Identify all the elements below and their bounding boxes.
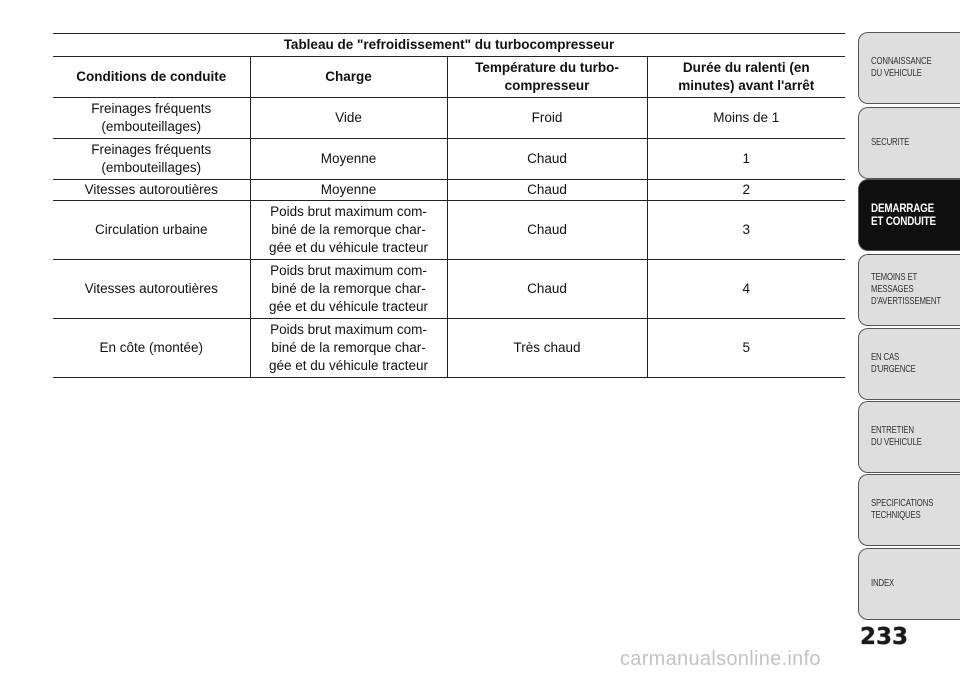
cell-temperature: Chaud: [447, 139, 647, 180]
header-duration: Durée du ralenti (en minutes) avant l'arrêt: [647, 57, 845, 98]
turbo-cooldown-table: [53, 33, 845, 378]
cell-duration: 5: [647, 319, 845, 378]
cell-duration: 1: [647, 139, 845, 180]
cell-charge: Vide: [250, 98, 447, 139]
header-conditions: Conditions de conduite: [53, 57, 250, 98]
cell-condition: Freinages fréquents (embouteillages): [53, 139, 250, 180]
tab-demarrage-conduite[interactable]: [858, 179, 960, 251]
table-row: [53, 139, 845, 180]
watermark: carmanualsonline.info: [620, 648, 821, 670]
tab-label: SPECIFICATIONS TECHNIQUES: [871, 498, 934, 521]
tab-label: CONNAISSANCE DU VEHICULE: [871, 56, 932, 79]
tab-connaissance-vehicule[interactable]: [858, 32, 960, 104]
tab-index[interactable]: [858, 548, 960, 620]
cell-charge: Poids brut maximum com- biné de la remorque char- gée et du véhicule tracteur: [250, 201, 447, 260]
page-number: 233: [859, 624, 908, 650]
cell-temperature: Froid: [447, 98, 647, 139]
tab-label: TEMOINS ET MESSAGES D'AVERTISSEMENT: [871, 272, 941, 307]
tab-securite[interactable]: [858, 107, 960, 179]
tab-entretien-vehicule[interactable]: [858, 401, 960, 473]
cell-duration: Moins de 1: [647, 98, 845, 139]
header-charge: Charge: [250, 57, 447, 98]
cell-temperature: Chaud: [447, 180, 647, 201]
tab-label: INDEX: [871, 578, 895, 589]
cell-temperature: Chaud: [447, 201, 647, 260]
tab-label: ENTRETIEN DU VEHICULE: [871, 425, 922, 448]
cell-duration: 4: [647, 260, 845, 319]
table-row: [53, 201, 845, 260]
table-row: [53, 98, 845, 139]
table-title: Tableau de "refroidissement" du turbocompresseur: [53, 34, 845, 57]
cell-charge: Moyenne: [250, 139, 447, 180]
cell-charge: Poids brut maximum com- biné de la remorque char- gée et du véhicule tracteur: [250, 260, 447, 319]
cell-condition: Circulation urbaine: [53, 201, 250, 260]
table-row: [53, 319, 845, 378]
tab-temoins-messages[interactable]: [858, 254, 960, 326]
cell-duration: 2: [647, 180, 845, 201]
header-temperature: Température du turbo- compresseur: [447, 57, 647, 98]
tab-label: EN CAS D'URGENCE: [871, 352, 916, 375]
cell-charge: Poids brut maximum com- biné de la remorque char- gée et du véhicule tracteur: [250, 319, 447, 378]
tab-label: DEMARRAGE ET CONDUITE: [871, 201, 936, 228]
cell-condition: En côte (montée): [53, 319, 250, 378]
tab-specifications-techniques[interactable]: [858, 474, 960, 546]
cell-charge: Moyenne: [250, 180, 447, 201]
tab-label: SECURITE: [871, 137, 910, 148]
cell-condition: Vitesses autoroutières: [53, 260, 250, 319]
cell-condition: Vitesses autoroutières: [53, 180, 250, 201]
table-row: [53, 260, 845, 319]
cell-temperature: Très chaud: [447, 319, 647, 378]
cell-condition: Freinages fréquents (embouteillages): [53, 98, 250, 139]
table-row: [53, 180, 845, 201]
cell-temperature: Chaud: [447, 260, 647, 319]
cell-duration: 3: [647, 201, 845, 260]
tab-en-cas-urgence[interactable]: [858, 328, 960, 400]
